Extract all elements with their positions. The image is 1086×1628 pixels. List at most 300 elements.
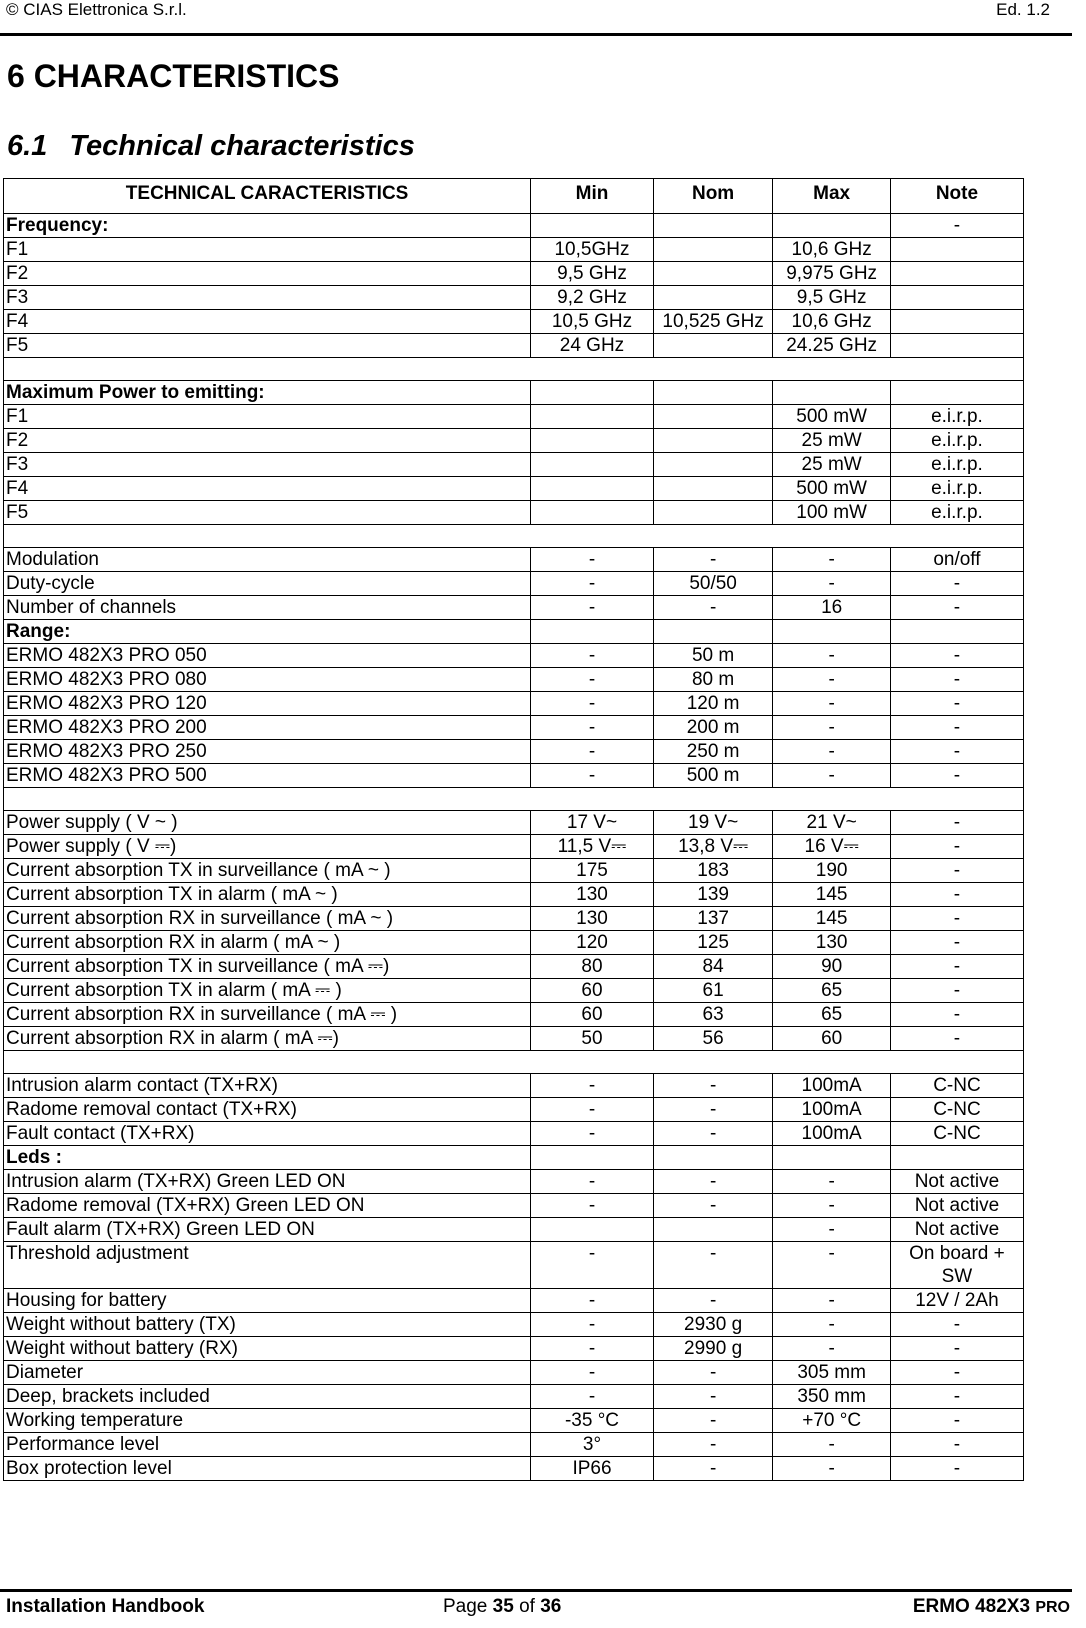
value-cell xyxy=(890,620,1023,644)
spacer-cell xyxy=(4,358,1024,381)
page-total: 36 xyxy=(540,1596,562,1617)
value-cell: - xyxy=(531,1313,654,1337)
row-label: ERMO 482X3 PRO 500 xyxy=(4,764,531,788)
spacer-cell xyxy=(4,788,1024,811)
row-label: Duty-cycle xyxy=(4,572,531,596)
spacer-cell xyxy=(4,525,1024,548)
value-cell: 50 m xyxy=(653,644,773,668)
row-label: F5 xyxy=(4,501,531,525)
value-cell: - xyxy=(653,1433,773,1457)
row-label: F2 xyxy=(4,262,531,286)
value-cell: on/off xyxy=(890,548,1023,572)
value-cell: - xyxy=(653,1361,773,1385)
row-label: Radome removal (TX+RX) Green LED ON xyxy=(4,1194,531,1218)
value-cell: 3° xyxy=(531,1433,654,1457)
value-cell: 139 xyxy=(653,883,773,907)
row-label: Current absorption RX in surveillance ( mA ~ ) xyxy=(4,907,531,931)
value-cell xyxy=(653,334,773,358)
value-cell: On board + SW xyxy=(890,1242,1023,1289)
footer-handbook: Installation Handbook xyxy=(6,1596,205,1617)
table-row xyxy=(4,262,1024,286)
table-row xyxy=(4,979,1024,1003)
value-cell: - xyxy=(531,716,654,740)
value-cell: - xyxy=(773,548,890,572)
value-cell: 65 xyxy=(773,1003,890,1027)
value-cell: 2990 g xyxy=(653,1337,773,1361)
value-cell: - xyxy=(890,692,1023,716)
value-cell: - xyxy=(890,859,1023,883)
value-cell: 25 mW xyxy=(773,453,890,477)
value-cell xyxy=(531,429,654,453)
value-cell xyxy=(890,262,1023,286)
value-cell: - xyxy=(653,596,773,620)
value-cell: - xyxy=(890,644,1023,668)
table-row xyxy=(4,835,1024,859)
value-cell: 10,5GHz xyxy=(531,238,654,262)
value-cell xyxy=(890,334,1023,358)
table-row xyxy=(4,1074,1024,1098)
footer-rule xyxy=(0,1589,1072,1592)
value-cell: - xyxy=(890,1027,1023,1051)
value-cell: - xyxy=(531,1194,654,1218)
value-cell: 100mA xyxy=(773,1098,890,1122)
value-cell: - xyxy=(773,668,890,692)
value-cell: 10,6 GHz xyxy=(773,310,890,334)
value-cell: e.i.r.p. xyxy=(890,453,1023,477)
value-cell: - xyxy=(531,1289,654,1313)
value-cell: 11,5 V⎓ xyxy=(531,835,654,859)
row-label: Threshold adjustment xyxy=(4,1242,531,1289)
table-row xyxy=(4,620,1024,644)
value-cell: - xyxy=(890,668,1023,692)
row-label: F1 xyxy=(4,238,531,262)
value-cell: - xyxy=(773,1289,890,1313)
value-cell: 16 xyxy=(773,596,890,620)
value-cell: - xyxy=(890,1313,1023,1337)
table-row xyxy=(4,548,1024,572)
value-cell xyxy=(773,1146,890,1170)
table-row xyxy=(4,501,1024,525)
value-cell: - xyxy=(653,1098,773,1122)
value-cell: - xyxy=(773,1194,890,1218)
table-row xyxy=(4,1313,1024,1337)
table-row xyxy=(4,477,1024,501)
row-label: F4 xyxy=(4,310,531,334)
row-label: Weight without battery (RX) xyxy=(4,1337,531,1361)
value-cell: 63 xyxy=(653,1003,773,1027)
table-row xyxy=(4,1098,1024,1122)
row-label: Weight without battery (TX) xyxy=(4,1313,531,1337)
footer-product xyxy=(913,1596,1070,1618)
table-row xyxy=(4,429,1024,453)
value-cell: IP66 xyxy=(531,1457,654,1481)
subsection-number: 6.1 xyxy=(7,130,48,162)
row-label: Frequency: xyxy=(4,214,531,238)
row-label: Deep, brackets included xyxy=(4,1385,531,1409)
value-cell: - xyxy=(531,1242,654,1289)
value-cell: 100mA xyxy=(773,1074,890,1098)
value-cell: - xyxy=(773,740,890,764)
value-cell xyxy=(890,238,1023,262)
column-header: TECHNICAL CARACTERISTICS xyxy=(4,179,531,214)
value-cell: - xyxy=(890,1433,1023,1457)
row-label: Box protection level xyxy=(4,1457,531,1481)
page-prefix: Page xyxy=(443,1596,493,1617)
value-cell: - xyxy=(890,931,1023,955)
value-cell: Not active xyxy=(890,1194,1023,1218)
value-cell: - xyxy=(531,1361,654,1385)
value-cell: 500 mW xyxy=(773,405,890,429)
value-cell: 183 xyxy=(653,859,773,883)
table-row xyxy=(4,310,1024,334)
row-label: Fault alarm (TX+RX) Green LED ON xyxy=(4,1218,531,1242)
value-cell: - xyxy=(890,214,1023,238)
table-row xyxy=(4,1194,1024,1218)
table-row xyxy=(4,1361,1024,1385)
value-cell: 9,2 GHz xyxy=(531,286,654,310)
value-cell: Not active xyxy=(890,1218,1023,1242)
value-cell xyxy=(653,477,773,501)
value-cell: - xyxy=(773,1433,890,1457)
value-cell: - xyxy=(653,1457,773,1481)
row-label: Current absorption TX in alarm ( mA ⎓ ) xyxy=(4,979,531,1003)
value-cell: 305 mm xyxy=(773,1361,890,1385)
table-row xyxy=(4,1289,1024,1313)
product-name: ERMO 482X3 xyxy=(912,1596,1036,1617)
value-cell: 175 xyxy=(531,859,654,883)
value-cell: 50 xyxy=(531,1027,654,1051)
table-row xyxy=(4,1337,1024,1361)
value-cell xyxy=(531,381,654,405)
value-cell: 65 xyxy=(773,979,890,1003)
value-cell xyxy=(773,381,890,405)
technical-characteristics-table xyxy=(3,178,1024,1481)
value-cell: - xyxy=(531,668,654,692)
value-cell: e.i.r.p. xyxy=(890,429,1023,453)
row-label: Current absorption TX in surveillance ( mA ~ ) xyxy=(4,859,531,883)
page-of: of xyxy=(513,1596,541,1617)
row-label: Fault contact (TX+RX) xyxy=(4,1122,531,1146)
value-cell: - xyxy=(890,1337,1023,1361)
value-cell xyxy=(531,501,654,525)
value-cell: 25 mW xyxy=(773,429,890,453)
table-row xyxy=(4,740,1024,764)
row-label: Power supply ( V ⎓) xyxy=(4,835,531,859)
row-label: ERMO 482X3 PRO 120 xyxy=(4,692,531,716)
value-cell: +70 °C xyxy=(773,1409,890,1433)
table-row xyxy=(4,1027,1024,1051)
value-cell xyxy=(531,1218,654,1242)
row-label: Current absorption TX in alarm ( mA ~ ) xyxy=(4,883,531,907)
value-cell: - xyxy=(890,764,1023,788)
value-cell: - xyxy=(890,835,1023,859)
spacer-row xyxy=(4,358,1024,381)
value-cell: 190 xyxy=(773,859,890,883)
value-cell: 60 xyxy=(531,979,654,1003)
value-cell: - xyxy=(531,692,654,716)
value-cell xyxy=(653,238,773,262)
value-cell: - xyxy=(653,1385,773,1409)
value-cell: 9,5 GHz xyxy=(531,262,654,286)
column-header: Nom xyxy=(653,179,773,214)
value-cell: - xyxy=(773,1242,890,1289)
value-cell: - xyxy=(890,1361,1023,1385)
value-cell: - xyxy=(773,716,890,740)
table-row xyxy=(4,907,1024,931)
value-cell: 100mA xyxy=(773,1122,890,1146)
value-cell xyxy=(890,286,1023,310)
value-cell xyxy=(653,286,773,310)
value-cell: - xyxy=(773,572,890,596)
value-cell: 80 xyxy=(531,955,654,979)
table-row xyxy=(4,238,1024,262)
table-row xyxy=(4,572,1024,596)
row-label: F2 xyxy=(4,429,531,453)
value-cell: - xyxy=(531,644,654,668)
value-cell: - xyxy=(890,740,1023,764)
value-cell: 60 xyxy=(773,1027,890,1051)
value-cell: 137 xyxy=(653,907,773,931)
row-label: Maximum Power to emitting: xyxy=(4,381,531,405)
table-row xyxy=(4,955,1024,979)
table-row xyxy=(4,1433,1024,1457)
value-cell: C-NC xyxy=(890,1098,1023,1122)
table-row xyxy=(4,764,1024,788)
row-label: Performance level xyxy=(4,1433,531,1457)
value-cell: - xyxy=(773,1457,890,1481)
row-label: F1 xyxy=(4,405,531,429)
value-cell: 24 GHz xyxy=(531,334,654,358)
value-cell: 13,8 V⎓ xyxy=(653,835,773,859)
value-cell: 2930 g xyxy=(653,1313,773,1337)
row-label: ERMO 482X3 PRO 080 xyxy=(4,668,531,692)
value-cell: -35 °C xyxy=(531,1409,654,1433)
value-cell: - xyxy=(773,1170,890,1194)
value-cell: - xyxy=(890,811,1023,835)
table-row xyxy=(4,453,1024,477)
column-header: Note xyxy=(890,179,1023,214)
value-cell: - xyxy=(531,1098,654,1122)
value-cell xyxy=(653,501,773,525)
value-cell: 120 xyxy=(531,931,654,955)
row-label: F3 xyxy=(4,286,531,310)
value-cell xyxy=(773,214,890,238)
table-header-row xyxy=(4,179,1024,214)
page-header xyxy=(6,0,1080,34)
column-header: Min xyxy=(531,179,654,214)
spacer-row xyxy=(4,1051,1024,1074)
value-cell: 9,5 GHz xyxy=(773,286,890,310)
table-row xyxy=(4,1242,1024,1289)
value-cell xyxy=(653,453,773,477)
value-cell: - xyxy=(653,1242,773,1289)
value-cell: - xyxy=(890,1409,1023,1433)
value-cell: - xyxy=(531,1337,654,1361)
value-cell: - xyxy=(890,907,1023,931)
value-cell xyxy=(531,214,654,238)
value-cell: 21 V~ xyxy=(773,811,890,835)
table-row xyxy=(4,214,1024,238)
value-cell: 120 m xyxy=(653,692,773,716)
value-cell: 130 xyxy=(531,883,654,907)
row-label: Working temperature xyxy=(4,1409,531,1433)
row-label: Current absorption RX in alarm ( mA ~ ) xyxy=(4,931,531,955)
value-cell xyxy=(890,310,1023,334)
value-cell: - xyxy=(773,1337,890,1361)
value-cell: - xyxy=(773,764,890,788)
row-label: Intrusion alarm (TX+RX) Green LED ON xyxy=(4,1170,531,1194)
value-cell: 500 mW xyxy=(773,477,890,501)
value-cell xyxy=(531,620,654,644)
value-cell: 12V / 2Ah xyxy=(890,1289,1023,1313)
row-label: F5 xyxy=(4,334,531,358)
spacer-row xyxy=(4,525,1024,548)
row-label: Modulation xyxy=(4,548,531,572)
value-cell: 500 m xyxy=(653,764,773,788)
value-cell xyxy=(531,477,654,501)
table-row xyxy=(4,334,1024,358)
value-cell: 10,5 GHz xyxy=(531,310,654,334)
value-cell: 10,525 GHz xyxy=(653,310,773,334)
page-current: 35 xyxy=(492,1596,514,1617)
value-cell: 80 m xyxy=(653,668,773,692)
value-cell: 145 xyxy=(773,907,890,931)
value-cell xyxy=(531,1146,654,1170)
value-cell xyxy=(531,453,654,477)
value-cell: - xyxy=(890,716,1023,740)
value-cell xyxy=(890,381,1023,405)
value-cell xyxy=(890,1146,1023,1170)
header-rule xyxy=(0,33,1072,36)
value-cell: - xyxy=(531,740,654,764)
value-cell: - xyxy=(653,1409,773,1433)
value-cell xyxy=(653,381,773,405)
header-edition: Ed. 1.2 xyxy=(996,0,1050,19)
value-cell: 19 V~ xyxy=(653,811,773,835)
row-label: Current absorption TX in surveillance ( mA ⎓) xyxy=(4,955,531,979)
value-cell: 130 xyxy=(773,931,890,955)
value-cell: - xyxy=(890,596,1023,620)
value-cell: e.i.r.p. xyxy=(890,405,1023,429)
value-cell: - xyxy=(531,548,654,572)
value-cell: 50/50 xyxy=(653,572,773,596)
value-cell xyxy=(773,620,890,644)
header-company: © CIAS Elettronica S.r.l. xyxy=(6,0,187,19)
value-cell: - xyxy=(531,1385,654,1409)
value-cell: - xyxy=(773,1313,890,1337)
value-cell: - xyxy=(531,1122,654,1146)
value-cell: Not active xyxy=(890,1170,1023,1194)
value-cell: 61 xyxy=(653,979,773,1003)
table-row xyxy=(4,596,1024,620)
value-cell xyxy=(653,262,773,286)
value-cell: - xyxy=(890,955,1023,979)
value-cell: 10,6 GHz xyxy=(773,238,890,262)
value-cell xyxy=(531,405,654,429)
row-label: F3 xyxy=(4,453,531,477)
table-row xyxy=(4,1385,1024,1409)
value-cell xyxy=(653,1218,773,1242)
value-cell: 60 xyxy=(531,1003,654,1027)
value-cell: 125 xyxy=(653,931,773,955)
value-cell: 9,975 GHz xyxy=(773,262,890,286)
value-cell xyxy=(653,1146,773,1170)
table-row xyxy=(4,931,1024,955)
value-cell: 200 m xyxy=(653,716,773,740)
value-cell: e.i.r.p. xyxy=(890,477,1023,501)
row-label: Intrusion alarm contact (TX+RX) xyxy=(4,1074,531,1098)
value-cell: - xyxy=(531,596,654,620)
value-cell: e.i.r.p. xyxy=(890,501,1023,525)
value-cell: 84 xyxy=(653,955,773,979)
spacer-cell xyxy=(4,1051,1024,1074)
table-row xyxy=(4,1457,1024,1481)
value-cell: 24.25 GHz xyxy=(773,334,890,358)
row-label: Current absorption RX in surveillance ( mA ⎓ ) xyxy=(4,1003,531,1027)
value-cell: 16 V⎓ xyxy=(773,835,890,859)
table-row xyxy=(4,1146,1024,1170)
value-cell: - xyxy=(890,883,1023,907)
row-label: F4 xyxy=(4,477,531,501)
section-title: 6 CHARACTERISTICS xyxy=(7,58,340,94)
value-cell: 145 xyxy=(773,883,890,907)
table-row xyxy=(4,1218,1024,1242)
row-label: Diameter xyxy=(4,1361,531,1385)
spacer-row xyxy=(4,788,1024,811)
value-cell: - xyxy=(890,572,1023,596)
value-cell: - xyxy=(531,764,654,788)
value-cell: 130 xyxy=(531,907,654,931)
table-row xyxy=(4,1170,1024,1194)
value-cell xyxy=(653,405,773,429)
product-suffix: PRO xyxy=(1035,1599,1070,1616)
value-cell: - xyxy=(890,979,1023,1003)
value-cell: - xyxy=(653,1170,773,1194)
table-row xyxy=(4,859,1024,883)
row-label: Number of channels xyxy=(4,596,531,620)
table-row xyxy=(4,716,1024,740)
row-label: Current absorption RX in alarm ( mA ⎓) xyxy=(4,1027,531,1051)
value-cell: 250 m xyxy=(653,740,773,764)
table-row xyxy=(4,405,1024,429)
value-cell: - xyxy=(773,1218,890,1242)
value-cell: 350 mm xyxy=(773,1385,890,1409)
value-cell: - xyxy=(531,572,654,596)
row-label: Leds : xyxy=(4,1146,531,1170)
value-cell: C-NC xyxy=(890,1074,1023,1098)
value-cell: - xyxy=(531,1170,654,1194)
value-cell: - xyxy=(773,644,890,668)
value-cell: - xyxy=(653,1074,773,1098)
subsection-text: Technical characteristics xyxy=(69,130,415,162)
value-cell: - xyxy=(890,1003,1023,1027)
value-cell xyxy=(653,620,773,644)
table-row xyxy=(4,381,1024,405)
row-label: Range: xyxy=(4,620,531,644)
row-label: Power supply ( V ~ ) xyxy=(4,811,531,835)
table-row xyxy=(4,1122,1024,1146)
value-cell: - xyxy=(773,692,890,716)
row-label: ERMO 482X3 PRO 200 xyxy=(4,716,531,740)
value-cell: - xyxy=(653,1289,773,1313)
value-cell: - xyxy=(531,1074,654,1098)
row-label: ERMO 482X3 PRO 050 xyxy=(4,644,531,668)
value-cell: 100 mW xyxy=(773,501,890,525)
value-cell: - xyxy=(653,1194,773,1218)
table-row xyxy=(4,883,1024,907)
table-row xyxy=(4,1003,1024,1027)
value-cell: - xyxy=(653,1122,773,1146)
